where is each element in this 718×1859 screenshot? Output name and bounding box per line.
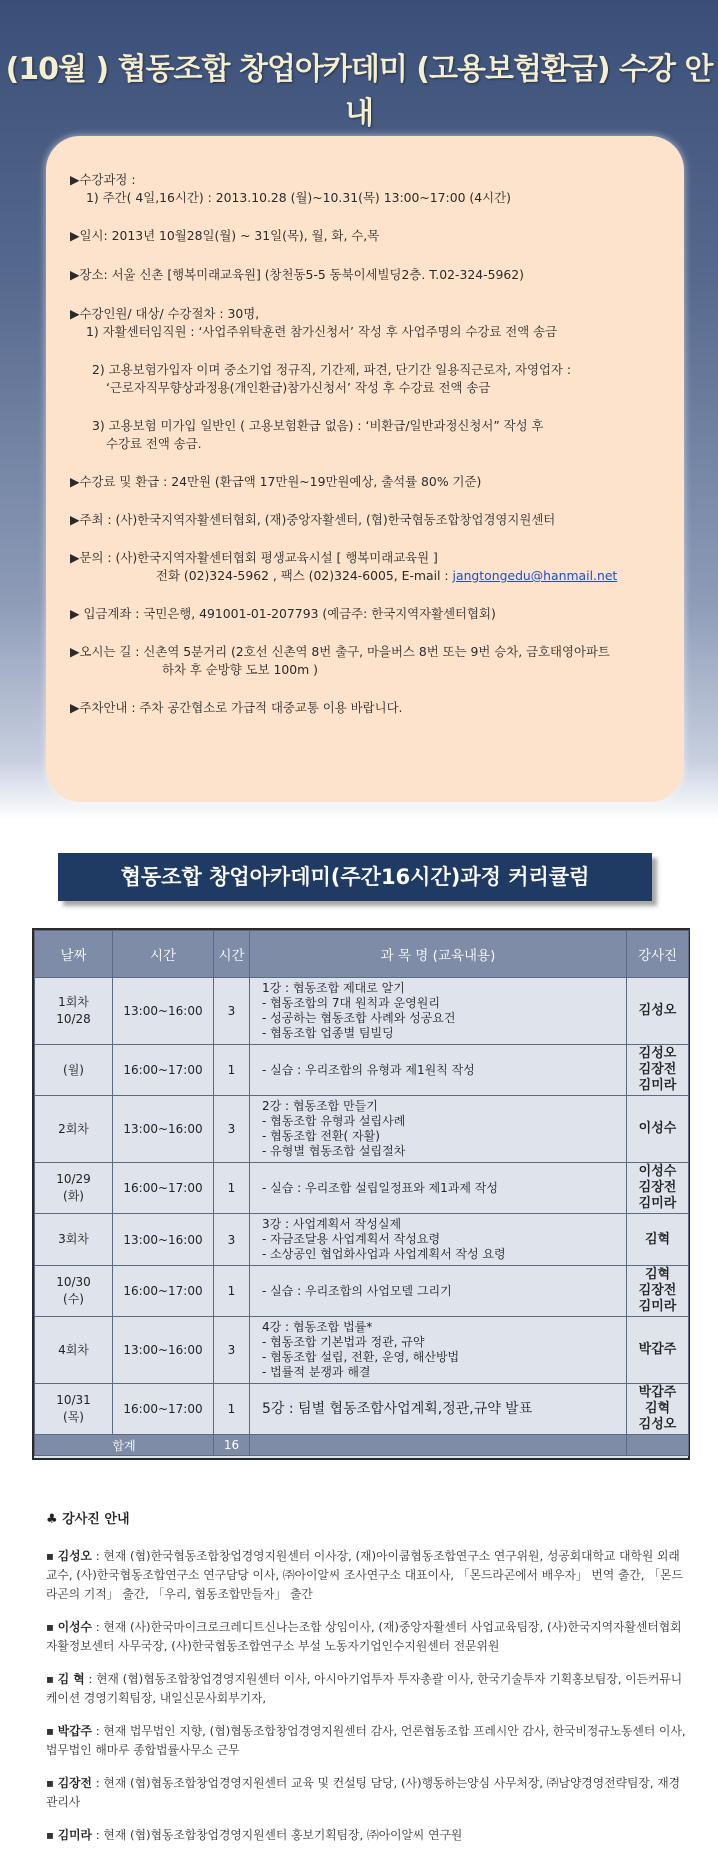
subject-cell (250, 1214, 627, 1266)
instructor-bio-desc: : 현재 (협)협동조합창업경영지원센터 교육 및 컨설팅 담당, (사)행동하는양심 사무처장, ㈜남양경영전략팀장, 재경관리사 (46, 1776, 681, 1809)
instructor-cell (627, 1214, 689, 1266)
host-text: ▶주최 : (사)한국지역자활센터협회, (재)중앙자활센터, (협)한국협동조합창업경영지원센터 (70, 512, 556, 527)
header-time: 시간 (113, 931, 214, 978)
instructor-bio-desc: : 현재 (협)한국협동조합창업경영지원센터 이사장, (재)아이쿱협동조합연구소 연구위원, 성공회대학교 대학원 외래교수, (사)한국협동조합연구소 연구담당 이사, ㈜아이알씨 조사연구소 대표이사, 「몬드라곤에서 배우자」 번역 출간, 「몬드라곤의 기적」 출간, 「우리, 협동조합만들자」 출간 (46, 1549, 683, 1601)
target-3-text: 3) 고용보험 미가입 일반인 ( 고용보험환급 없음) : ‘비환급/일반과정신청서” 작성 후 (92, 418, 544, 433)
instructor-name: 김장전 (638, 1180, 677, 1195)
date-weekday: (목) (63, 1410, 84, 1424)
instructor-cell (627, 1045, 689, 1096)
header-hours: 시간 (214, 931, 250, 978)
date-cell (35, 1045, 113, 1096)
total-row (35, 1435, 689, 1456)
date-cell (35, 978, 113, 1045)
contact-line (156, 568, 666, 584)
time-cell: 16:00~17:00 (113, 1384, 214, 1435)
inquiry-text: ▶문의 : (사)한국지역자활센터협회 평생교육시설 [ 행복미래교육원 ] (70, 550, 438, 565)
page-title: (10월 ) 협동조합 창업아카데미 (고용보험환급) 수강 안내 (5, 52, 713, 131)
header-subject: 과 목 명 (교육내용) (250, 931, 627, 978)
subject-line: - 소상공인 협업화사업과 사업계획서 작성 요령 (262, 1247, 506, 1261)
time-cell: 13:00~16:00 (113, 1096, 214, 1163)
subject-cell (250, 1317, 627, 1384)
date-cell (35, 1384, 113, 1435)
time-cell: 16:00~17:00 (113, 1163, 214, 1214)
date-weekday: (월) (63, 1062, 84, 1077)
date-session: 3회차 (58, 1232, 89, 1246)
instructor-name: 김장전 (638, 1283, 677, 1298)
instructor-bio-name: 김 혁 (57, 1672, 85, 1686)
instructor-bio-name: 이성수 (57, 1620, 92, 1634)
instructor-name: 이성수 (638, 1164, 677, 1179)
date-session: 2회차 (58, 1121, 89, 1136)
table-body (35, 978, 689, 1456)
subject-line: - 법률적 분쟁과 해결 (262, 1365, 371, 1379)
subject-line: - 실습 : 우리조합의 사업모델 그리기 (262, 1283, 452, 1298)
table-row (35, 1317, 689, 1384)
date-session: 1회차 (58, 995, 89, 1009)
subject-line: - 자금조달용 사업계획서 작성요령 (262, 1232, 441, 1246)
instructor-name: 김혁 (644, 1401, 671, 1416)
instructor-list (46, 1547, 686, 1845)
subject-line: - 실습 : 우리조합의 유형과 제1원칙 작성 (262, 1062, 475, 1077)
total-label: 합계 (35, 1435, 214, 1456)
subject-cell (250, 1163, 627, 1214)
instructor-cell (627, 1384, 689, 1435)
date-weekday: (수) (63, 1292, 84, 1306)
subject-line: - 협동조합의 7대 원칙과 운영원리 (262, 996, 440, 1010)
contact-text: 전화 (02)324-5962 , 팩스 (02)324-6005, E-mail : (156, 568, 453, 583)
table-header-row (35, 931, 689, 978)
subject-line: - 협동조합 유형과 설립사례 (262, 1114, 406, 1128)
instructor-bio (46, 1618, 686, 1656)
instructor-name: 이성수 (638, 1121, 677, 1136)
instructor-bio (46, 1774, 686, 1812)
fee-text: ▶수강료 및 환급 : 24만원 (환급액 17만원~19만원예상, 출석률 80% 기준) (70, 474, 482, 489)
instructor-name: 김성오 (638, 1417, 677, 1432)
instructor-name: 김미라 (638, 1299, 677, 1314)
email-link[interactable]: jangtongedu@hanmail.net (452, 568, 618, 583)
instructor-bio-name: 김미라 (57, 1828, 92, 1842)
instructor-name: 김성오 (638, 1046, 677, 1061)
instructor-name: 김미라 (638, 1078, 677, 1093)
bullet-icon: ▪ (46, 1724, 58, 1738)
hours-cell: 1 (214, 1045, 250, 1096)
subject-line: 1강 : 협동조합 제대로 알기 (262, 981, 405, 995)
subject-cell (250, 978, 627, 1045)
instructor-bio (46, 1826, 686, 1845)
date-cell (35, 1163, 113, 1214)
hours-cell: 1 (214, 1384, 250, 1435)
instructor-name: 김성오 (638, 1003, 677, 1018)
subject-line: - 협동조합 설립, 전환, 운영, 해산방법 (262, 1350, 460, 1364)
curriculum-table-wrap (32, 928, 690, 1460)
subject-line: - 실습 : 우리조합 설립일정표와 제1과제 작성 (262, 1180, 498, 1195)
date-cell (35, 1317, 113, 1384)
total-empty-cell (250, 1435, 627, 1456)
date-cell (35, 1266, 113, 1317)
instructor-cell (627, 1317, 689, 1384)
date-date: 10/30 (56, 1275, 91, 1289)
subject-line: - 유형별 협동조합 설립절차 (262, 1144, 406, 1158)
total-empty-cell (627, 1435, 689, 1456)
subject-cell (250, 1266, 627, 1317)
header-instructor: 강사진 (627, 931, 689, 978)
bullet-icon: ▪ (46, 1776, 58, 1790)
bullet-icon: ▪ (46, 1828, 58, 1842)
instructor-name: 김장전 (638, 1062, 677, 1077)
subject-line: - 협동조합 기본법과 정관, 규약 (262, 1335, 425, 1349)
account-text: ▶ 입금계좌 : 국민은행, 491001-01-207793 (예금주: 한국지역자활센터협회) (70, 606, 496, 621)
time-cell: 16:00~17:00 (113, 1266, 214, 1317)
table-row (35, 1214, 689, 1266)
instructor-bio (46, 1547, 686, 1604)
hours-cell: 3 (214, 1317, 250, 1384)
hours-cell: 3 (214, 978, 250, 1045)
subject-line: 5강 : 팀별 협동조합사업계획,정관,규약 발표 (262, 1400, 533, 1417)
hours-cell: 1 (214, 1266, 250, 1317)
instructor-bio-desc: : 현재 (사)한국마이크로크레디트신나는조합 상임이사, (재)중앙자활센터 사업교육팀장, (사)한국지역자활센터협회 자활정보센터 사무국장, (사)한국협동조합연구소 부설 노동자기업인수지원센터 전문위원 (46, 1620, 682, 1653)
time-cell: 16:00~17:00 (113, 1045, 214, 1096)
target-1-text: 1) 자활센터임직원 : ‘사업주위탁훈련 참가신청서’ 작성 후 사업주명의 수강료 전액 송금 (86, 324, 558, 339)
instructor-bio (46, 1722, 686, 1760)
date-cell (35, 1214, 113, 1266)
curriculum-table (34, 930, 689, 1456)
subject-line: 2강 : 협동조합 만들기 (262, 1099, 378, 1113)
instructor-cell (627, 1163, 689, 1214)
instructor-cell (627, 1096, 689, 1163)
place-text: ▶장소: 서울 신촌 [행복미래교육원] (창천동5-5 동북이세빌딩2층. T.02-324-5962) (70, 267, 524, 282)
instructor-name: 김혁 (644, 1231, 671, 1247)
date-cell (35, 1096, 113, 1163)
instructor-section-title: ♣ 강사진 안내 (46, 1512, 130, 1527)
table-row (35, 978, 689, 1045)
instructor-bio-desc: : 현재 법무법인 지향, (협)협동조합창업경영지원센터 감사, 언론협동조합 프레시안 감사, 한국비정규노동센터 이사, 법무법인 해마루 종합법률사무소 근무 (46, 1724, 686, 1757)
subject-line: 3강 : 사업계획서 작성실제 (262, 1217, 402, 1231)
time-cell: 13:00~16:00 (113, 978, 214, 1045)
bullet-icon: ▪ (46, 1549, 58, 1563)
course-label: ▶수강과정 : (70, 172, 136, 187)
bullet-icon: ▪ (46, 1672, 58, 1686)
instructor-bio (46, 1670, 686, 1708)
time-cell: 13:00~16:00 (113, 1317, 214, 1384)
table-row (35, 1384, 689, 1435)
target-2-cont: ‘근로자직무향상과정용(개인환급)참가신청서’ 작성 후 수강료 전액 송금 (106, 380, 491, 395)
subject-line: - 협동조합 전환( 자활) (262, 1129, 380, 1143)
schedule-text: ▶일시: 2013년 10월28일(월) ~ 31일(목), 월, 화, 수,목 (70, 228, 380, 243)
subject-cell (250, 1045, 627, 1096)
table-row (35, 1096, 689, 1163)
subject-line: 4강 : 협동조합 법률* (262, 1320, 373, 1334)
subject-cell (250, 1096, 627, 1163)
curriculum-banner: 협동조합 창업아카데미(주간16시간)과정 커리큘럼 (58, 853, 652, 901)
instructor-name: 김미라 (638, 1196, 677, 1211)
target-3-cont: 수강료 전액 송금. (106, 436, 202, 451)
directions-text: ▶오시는 길 : 신촌역 5분거리 (2호선 신촌역 8번 출구, 마을버스 8번 또는 9번 승차, 금호태영아파트 (70, 644, 610, 659)
date-date: 10/31 (56, 1393, 91, 1407)
subject-line: - 성공하는 협동조합 사례와 성공요건 (262, 1011, 456, 1025)
bullet-icon: ▪ (46, 1620, 58, 1634)
instructor-bio-desc: : 현재 (협)협동조합창업경영지원센터 홍보기획팀장, ㈜아이알씨 연구원 (91, 1828, 463, 1842)
course-info-box (46, 136, 684, 802)
instructor-cell (627, 1266, 689, 1317)
instructor-name: 김혁 (644, 1267, 671, 1282)
table-row (35, 1266, 689, 1317)
date-session: 4회차 (58, 1342, 89, 1357)
date-date: 10/29 (56, 1172, 91, 1186)
subject-line: - 협동조합 업종별 팀빌딩 (262, 1026, 394, 1040)
hours-cell: 3 (214, 1096, 250, 1163)
target-2-text: 2) 고용보험가입자 이며 중소기업 정규직, 기간제, 파견, 단기간 일용직근로자, 자영업자 : (92, 362, 571, 377)
date-weekday: (화) (63, 1189, 84, 1203)
instructor-bio-name: 김성오 (57, 1549, 92, 1563)
table-row (35, 1163, 689, 1214)
parking-text: ▶주차안내 : 주차 공간협소로 가급적 대중교통 이용 바랍니다. (70, 700, 403, 715)
instructor-bio-name: 김장전 (57, 1776, 92, 1790)
instructor-cell (627, 978, 689, 1045)
directions-cont: 하차 후 순방향 도보 100m ) (162, 662, 319, 677)
instructor-name: 박갑주 (638, 1342, 677, 1357)
table-row (35, 1045, 689, 1096)
subject-cell (250, 1384, 627, 1435)
instructor-section (46, 1508, 686, 1859)
course-detail: 1) 주간( 4일,16시간) : 2013.10.28 (월)~10.31(목) 13:00~17:00 (4시간) (86, 190, 511, 205)
hours-cell: 1 (214, 1163, 250, 1214)
date-date: 10/28 (56, 1012, 91, 1026)
instructor-bio-desc: : 현재 (협)협동조합창업경영지원센터 이사, 아시아기업투자 투자총괄 이사, 한국기술투자 기획홍보팀장, 이든커뮤니케이션 경영기획팀장, 내일신문사회부기자, (46, 1672, 683, 1705)
header-date: 날짜 (35, 931, 113, 978)
instructor-name: 박갑주 (638, 1385, 677, 1400)
hours-cell: 3 (214, 1214, 250, 1266)
total-hours: 16 (214, 1435, 250, 1456)
time-cell: 13:00~16:00 (113, 1214, 214, 1266)
capacity-text: ▶수강인원/ 대상/ 수강절차 : 30명, (70, 306, 260, 321)
instructor-bio-name: 박갑주 (57, 1724, 92, 1738)
